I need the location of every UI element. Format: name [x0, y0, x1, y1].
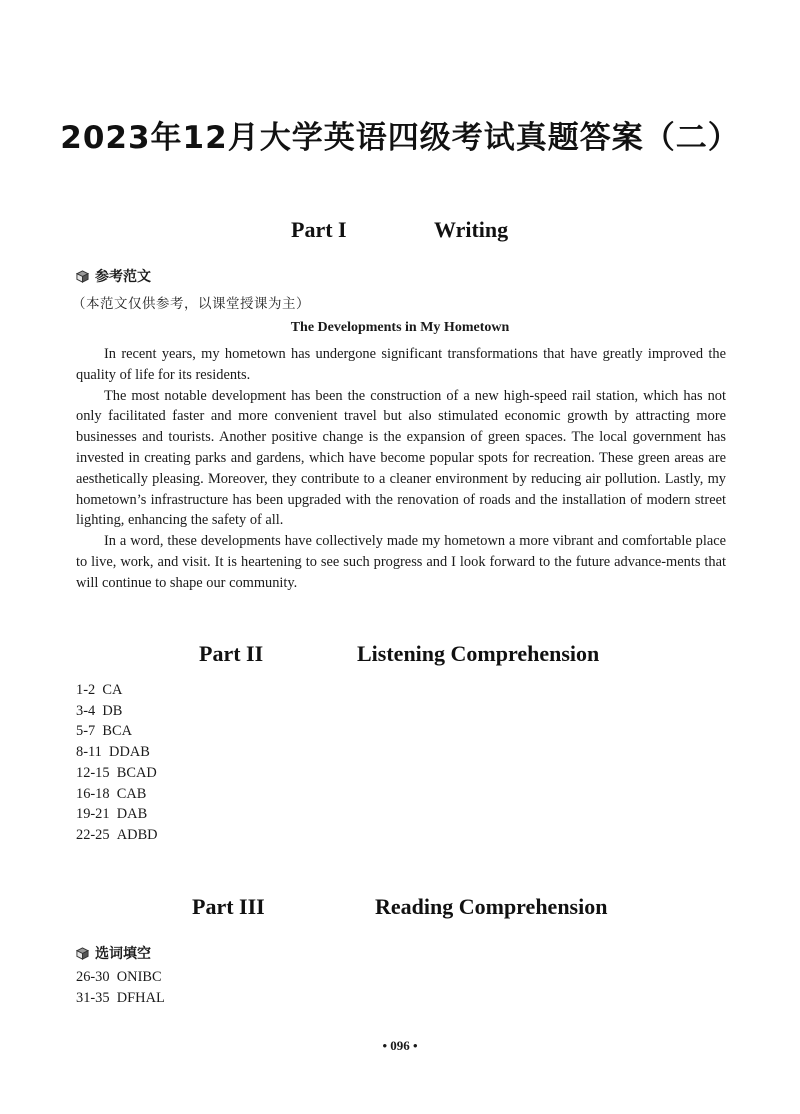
answer-row — [76, 763, 158, 784]
part3-name: Reading Comprehension — [375, 894, 608, 919]
answer-value: DB — [102, 702, 123, 719]
cube-icon — [76, 270, 89, 283]
answer-range: 8-11 — [76, 744, 102, 761]
answer-range: 22-25 — [76, 826, 110, 843]
page-number: • 096 • — [382, 1038, 418, 1053]
essay-note: （本范文仅供参考，以课堂授课为主） — [72, 296, 310, 312]
answer-row — [76, 701, 158, 722]
part1-name: Writing — [434, 217, 509, 242]
answer-row — [76, 784, 158, 805]
answer-value: DDAB — [109, 744, 150, 761]
answer-value: CAB — [116, 785, 147, 802]
answer-value: DFHAL — [116, 989, 165, 1006]
answer-value: ADBD — [116, 826, 158, 843]
essay-paragraph: The most notable development has been the construction of a new high-speed rail station, which has not only facilitated faster and more convenient travel but also stimulated economic growth by attracting more businesses and tourists. Another positive change is the expansion of green spaces. The local government has invested in creating parks and gardens, which have become popular spots for recreation. These green areas are aesthetically pleasing. Moreover, they contribute to a cleaner environment by reducing air pollution. Lastly, my hometown’s infrastructure has been upgraded with the renovation of roads and the installation of modern street lighting, enhancing the safety of all. — [76, 387, 726, 529]
essay-paragraph: In a word, these developments have collectively made my hometown a more vibrant and comfortable place to live, work, and visit. It is heartening to see such progress and I look forward to the future advance-ments that will continue to shape our community. — [76, 533, 726, 591]
part1-number: Part I — [291, 217, 347, 242]
answer-value: DAB — [116, 806, 148, 823]
part3-number: Part III — [192, 894, 265, 919]
answer-range: 1-2 — [76, 682, 96, 698]
answer-range: 12-15 — [76, 764, 110, 781]
answer-value: BCAD — [116, 764, 157, 781]
answer-row — [76, 742, 158, 763]
essay-paragraph: In recent years, my hometown has undergone significant transformations that have greatly improved the quality of life for its residents. — [76, 346, 726, 383]
answer-row — [76, 680, 158, 701]
page-title: 2023年12月大学英语四级考试真题答案（二） — [60, 120, 740, 156]
part3-section-label — [76, 943, 151, 963]
cube-icon — [76, 947, 89, 960]
listening-answers — [76, 680, 158, 846]
part1-section-label — [76, 266, 151, 286]
part2-number: Part II — [199, 641, 264, 666]
answer-row — [76, 721, 158, 742]
section-label-text: 参考范文 — [95, 269, 151, 285]
answer-row — [76, 988, 165, 1009]
answer-row — [76, 804, 158, 825]
answer-range: 16-18 — [76, 785, 110, 802]
answer-range: 26-30 — [76, 969, 110, 985]
section-label-text: 选词填空 — [95, 946, 151, 962]
answer-value: BCA — [102, 723, 132, 740]
answer-range: 19-21 — [76, 806, 110, 823]
answer-value: ONIBC — [116, 969, 162, 985]
answer-range: 3-4 — [76, 702, 96, 719]
answer-row — [76, 825, 158, 846]
answer-row — [76, 967, 165, 988]
part2-name: Listening Comprehension — [357, 641, 600, 666]
essay-title: The Developments in My Hometown — [290, 320, 510, 335]
answer-range: 31-35 — [76, 989, 110, 1006]
answer-range: 5-7 — [76, 723, 96, 740]
answer-value: CA — [102, 682, 123, 698]
reading-answers — [76, 967, 165, 1008]
essay-body — [76, 344, 726, 594]
